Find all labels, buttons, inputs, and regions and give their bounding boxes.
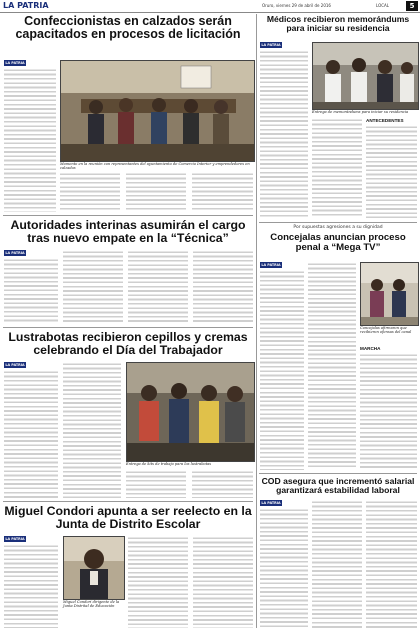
heading-marcha: MARCHA [360,346,381,351]
photo-a5 [312,42,419,110]
text-a1-c1 [4,68,56,212]
headline-a4: Miguel Condori apunta a ser reelecto en la Junta de Distrito Escolar [4,504,252,531]
text-a1-c4 [192,172,253,212]
text-a3-c2 [63,362,121,498]
divider-4 [259,222,417,223]
text-a5-c1 [260,50,308,218]
logo-a4: LA PATRIA [5,537,25,541]
text-a2-c1 [4,258,58,324]
page-header [0,0,420,13]
photo-a5-image [313,43,418,109]
text-a2-c4 [193,250,253,324]
text-a6-c1 [260,270,304,470]
logo-a3: LA PATRIA [5,363,25,367]
logo-a6: LA PATRIA [261,263,281,267]
divider-5 [259,473,417,474]
photo-a1 [60,60,255,162]
logo-a5: LA PATRIA [261,43,281,47]
caption-a4: Miguel Condori dirigente de la Junta Distrital de Educación [63,600,120,609]
headline-a6: Concejalas anuncian proceso penal a “Mega TV” [270,232,406,254]
headline-a7: COD asegura que incrementó salarial garantizará estabilidad laboral [261,476,415,496]
text-a3-c3 [126,470,186,498]
text-a1-c2 [60,172,120,212]
kicker-a6: Por supuestas agresiones a su dignidad [293,225,383,230]
text-a3-c4 [192,470,253,498]
logo-a1: LA PATRIA [5,61,25,65]
divider-3 [3,501,253,502]
page-number: 5 [406,1,418,11]
text-a7-c3 [366,500,417,628]
caption-a5: Entrega de memorándums para iniciar su residencia [312,110,409,114]
text-a4-c1 [4,544,58,628]
photo-a4 [63,536,125,600]
photo-a6-image [361,263,418,325]
photo-a1-image [61,61,254,161]
photo-a4-image [64,537,124,599]
text-a1-c3 [126,172,186,212]
logo-a2: LA PATRIA [5,251,25,255]
heading-a5-antecedentes: ANTECEDENTES [366,118,404,123]
headline-a3: Lustrabotas recibieron cepillos y cremas celebrando el Día del Trabajador [8,330,248,357]
headline-a1: Confeccionistas en calzados serán capacitados en procesos de licitación [15,14,241,42]
divider-2 [3,327,253,328]
text-a4-c3 [193,536,253,628]
text-a7-c2 [312,500,362,628]
text-a6-c2 [308,262,356,470]
photo-a6 [360,262,419,326]
photo-a3-image [127,363,254,461]
header-date: Oruro, viernes 29 de abril de 2016 [262,3,331,8]
headline-a2: Autoridades interinas asumirán el cargo tras nuevo empate en la “Técnica” [10,218,246,245]
text-a7-c1 [260,508,308,628]
text-a3-c1 [4,370,58,498]
caption-a6: Concejalas afirmaron que recibieron ofensas del canal [360,326,412,335]
header-section: LOCAL [376,3,389,8]
headline-a5: Médicos recibieron memorándums para iniciar su residencia [266,14,410,34]
masthead-name: LA PATRIA [3,1,49,10]
text-a2-c3 [128,250,188,324]
divider-1 [3,215,253,216]
text-a4-c2 [128,536,188,628]
caption-a1: Momento en la reunión con representantes del ayuntamiento de Comercio Interior y emprendedores en calzados [60,162,250,171]
vertical-divider [256,14,257,628]
text-a5-c2 [312,118,362,218]
photo-a3 [126,362,255,462]
text-a5-c3 [366,125,417,218]
text-a2-c2 [63,250,123,324]
text-a6-c3 [360,353,417,470]
logo-a7: LA PATRIA [261,501,281,505]
caption-a3: Entrega de kits de trabajo para los lustrabotas [126,462,212,466]
